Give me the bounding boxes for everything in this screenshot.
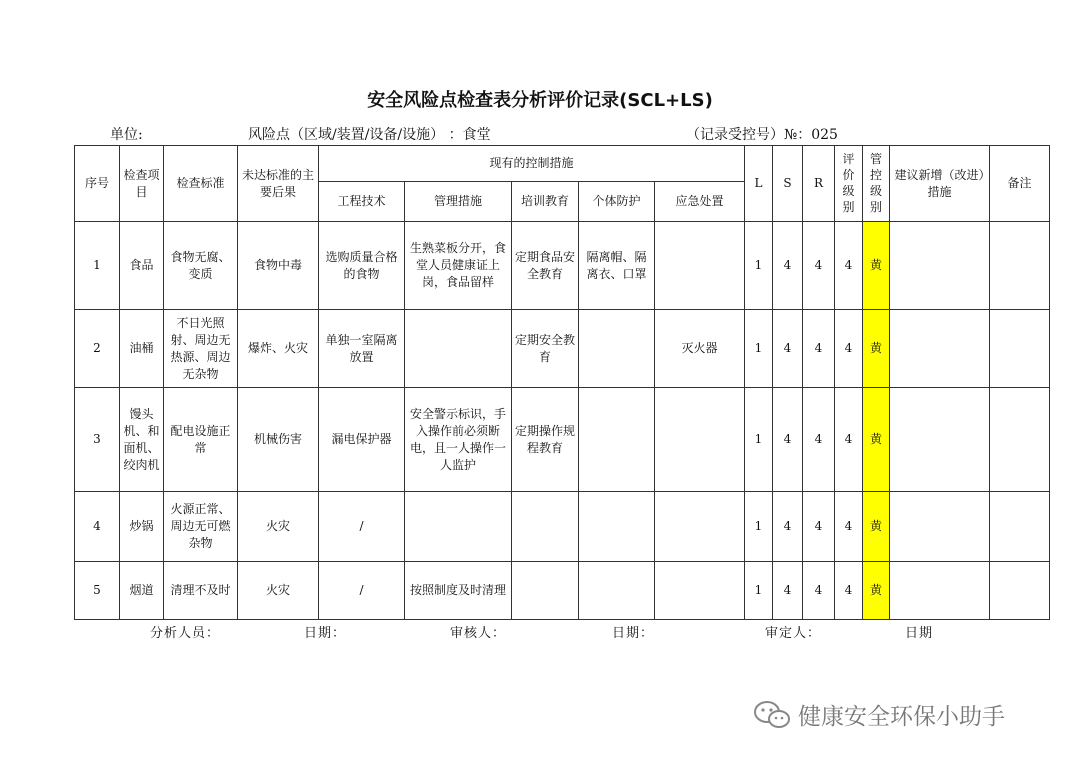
header-control-emergency: 应急处置: [655, 182, 745, 222]
header-l: L: [745, 146, 773, 222]
cell-level: 黄: [863, 388, 890, 492]
cell-training: 定期操作规程教育: [512, 388, 579, 492]
cell-level: 黄: [863, 562, 890, 620]
cell-management: 生熟菜板分开，食堂人员健康证上岗，食品留样: [405, 222, 512, 310]
cell-r: 4: [803, 310, 835, 388]
header-control-management: 管理措施: [405, 182, 512, 222]
cell-suggest: [890, 562, 990, 620]
footer-approver: 审定人：: [765, 626, 822, 641]
cell-engineering: /: [319, 562, 405, 620]
cell-suggest: [890, 388, 990, 492]
header-control-ppe: 个体防护: [579, 182, 655, 222]
cell-remark: [990, 388, 1050, 492]
cell-ppe: [579, 562, 655, 620]
cell-suggest: [890, 492, 990, 562]
watermark-text: 健康安全环保小助手: [798, 704, 1005, 730]
cell-suggest: [890, 310, 990, 388]
watermark: [752, 698, 1005, 731]
cell-ppe: [579, 388, 655, 492]
cell-r: 4: [803, 222, 835, 310]
header-eval-level: 评价级别: [835, 146, 863, 222]
cell-item: 油桶: [120, 310, 164, 388]
header-controls-group: 现有的控制措施: [319, 146, 745, 182]
cell-emergency: [655, 222, 745, 310]
cell-l: 1: [745, 492, 773, 562]
cell-suggest: [890, 222, 990, 310]
cell-standard: 火源正常、周边无可燃杂物: [164, 492, 238, 562]
cell-seq: 5: [75, 562, 120, 620]
cell-training: [512, 492, 579, 562]
header-control-training: 培训教育: [512, 182, 579, 222]
cell-training: 定期安全教育: [512, 310, 579, 388]
cell-management: [405, 310, 512, 388]
header-ctrl-level: 管控级别: [863, 146, 890, 222]
cell-eval: 4: [835, 492, 863, 562]
cell-eval: 4: [835, 310, 863, 388]
footer-date-2: 日期：: [612, 626, 655, 641]
cell-seq: 3: [75, 388, 120, 492]
cell-level: 黄: [863, 222, 890, 310]
cell-level: 黄: [863, 492, 890, 562]
cell-r: 4: [803, 562, 835, 620]
footer-date-1: 日期：: [304, 626, 347, 641]
cell-engineering: /: [319, 492, 405, 562]
cell-engineering: 单独一室隔离放置: [319, 310, 405, 388]
cell-s: 4: [773, 388, 803, 492]
table-row: [75, 310, 1050, 388]
cell-standard: 配电设施正常: [164, 388, 238, 492]
wechat-icon: [752, 699, 792, 731]
cell-consequence: 火灾: [238, 562, 319, 620]
cell-management: 按照制度及时清理: [405, 562, 512, 620]
risk-assessment-table: [74, 145, 1050, 620]
cell-consequence: 机械伤害: [238, 388, 319, 492]
cell-s: 4: [773, 492, 803, 562]
cell-s: 4: [773, 310, 803, 388]
cell-consequence: 火灾: [238, 492, 319, 562]
cell-training: [512, 562, 579, 620]
header-remark: 备注: [990, 146, 1050, 222]
table-row: [75, 222, 1050, 310]
cell-management: [405, 492, 512, 562]
cell-remark: [990, 492, 1050, 562]
cell-remark: [990, 310, 1050, 388]
cell-emergency: [655, 388, 745, 492]
cell-remark: [990, 562, 1050, 620]
cell-training: 定期食品安全教育: [512, 222, 579, 310]
cell-emergency: [655, 492, 745, 562]
cell-management: 安全警示标识，手入操作前必须断电，且一人操作一人监护: [405, 388, 512, 492]
cell-l: 1: [745, 310, 773, 388]
cell-item: 烟道: [120, 562, 164, 620]
header-control-engineering: 工程技术: [319, 182, 405, 222]
cell-ppe: [579, 492, 655, 562]
cell-engineering: 漏电保护器: [319, 388, 405, 492]
header-s: S: [773, 146, 803, 222]
table-row: [75, 562, 1050, 620]
header-standard: 检查标准: [164, 146, 238, 222]
cell-s: 4: [773, 562, 803, 620]
cell-standard: 食物无腐、变质: [164, 222, 238, 310]
cell-l: 1: [745, 388, 773, 492]
cell-r: 4: [803, 492, 835, 562]
footer-analyst: 分析人员：: [150, 626, 221, 641]
footer-date-3: 日期: [905, 626, 934, 641]
cell-emergency: 灭火器: [655, 310, 745, 388]
cell-item: 食品: [120, 222, 164, 310]
cell-ppe: [579, 310, 655, 388]
table-row: [75, 492, 1050, 562]
cell-l: 1: [745, 222, 773, 310]
cell-seq: 1: [75, 222, 120, 310]
cell-item: 馒头机、和面机、绞肉机: [120, 388, 164, 492]
header-seq: 序号: [75, 146, 120, 222]
cell-r: 4: [803, 388, 835, 492]
unit-label: 单位:: [110, 127, 143, 143]
cell-eval: 4: [835, 222, 863, 310]
record-number: （记录受控号）№：025: [686, 127, 838, 143]
cell-ppe: 隔离帽、隔离衣、口罩: [579, 222, 655, 310]
cell-emergency: [655, 562, 745, 620]
cell-eval: 4: [835, 388, 863, 492]
risk-point: 风险点（区域/装置/设备/设施） ：食堂: [248, 127, 491, 143]
cell-s: 4: [773, 222, 803, 310]
header-item: 检查项目: [120, 146, 164, 222]
cell-seq: 4: [75, 492, 120, 562]
footer-reviewer: 审核人：: [450, 626, 507, 641]
cell-l: 1: [745, 562, 773, 620]
header-consequence: 未达标准的主要后果: [238, 146, 319, 222]
cell-consequence: 爆炸、火灾: [238, 310, 319, 388]
header-r: R: [803, 146, 835, 222]
cell-engineering: 选购质量合格的食物: [319, 222, 405, 310]
cell-remark: [990, 222, 1050, 310]
cell-eval: 4: [835, 562, 863, 620]
cell-level: 黄: [863, 310, 890, 388]
cell-seq: 2: [75, 310, 120, 388]
cell-consequence: 食物中毒: [238, 222, 319, 310]
table-row: [75, 388, 1050, 492]
cell-item: 炒锅: [120, 492, 164, 562]
cell-standard: 不日光照射、周边无热源、周边无杂物: [164, 310, 238, 388]
page-title: 安全风险点检查表分析评价记录(SCL+LS): [367, 90, 713, 111]
header-suggest: 建议新增（改进）措施: [890, 146, 990, 222]
cell-standard: 清理不及时: [164, 562, 238, 620]
